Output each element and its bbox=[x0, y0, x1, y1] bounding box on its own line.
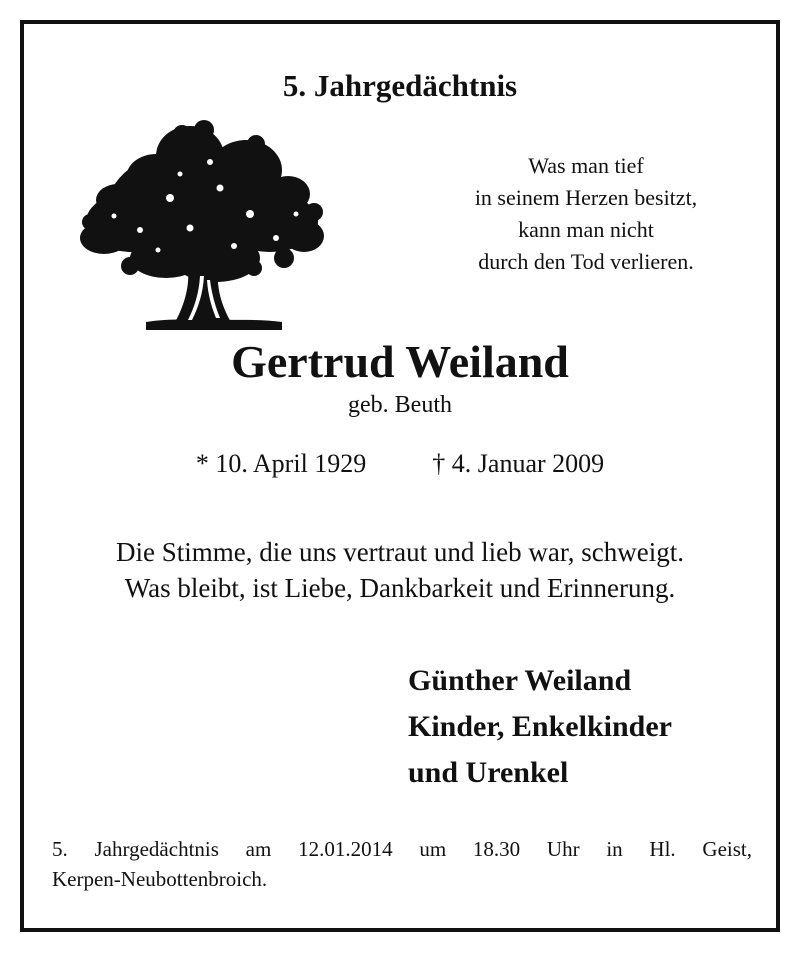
birth-name: geb. Beuth bbox=[348, 392, 452, 418]
tree-icon bbox=[70, 118, 330, 334]
service-line: Kerpen-Neubottenbroich. bbox=[52, 867, 268, 891]
mourner-line: Kinder, Enkelkinder bbox=[408, 710, 672, 743]
verse-line: Was bleibt, ist Liebe, Dankbarkeit und Erinnerung. bbox=[124, 573, 676, 603]
mourners-signature bbox=[408, 658, 748, 796]
quote-line: durch den Tod verlieren. bbox=[478, 249, 694, 274]
anniversary-heading: 5. Jahrgedächtnis bbox=[282, 68, 518, 103]
memorial-verse bbox=[24, 534, 776, 606]
memorial-quote bbox=[416, 150, 756, 278]
mourner-line: und Urenkel bbox=[408, 756, 569, 789]
birth-date: * 10. April 1929 bbox=[195, 449, 367, 478]
service-line: 5. Jahrgedächtnis am 12.01.2014 um 18.30 Uhr in Hl. Geist, bbox=[52, 837, 752, 861]
notice-frame bbox=[20, 20, 780, 932]
service-info bbox=[52, 834, 752, 894]
life-dates bbox=[24, 448, 776, 480]
verse-line: Die Stimme, die uns vertraut und lieb war, schweigt. bbox=[115, 537, 685, 567]
quote-line: in seinem Herzen besitzt, bbox=[474, 185, 698, 210]
quote-line: Was man tief bbox=[528, 153, 644, 178]
quote-line: kann man nicht bbox=[518, 217, 654, 242]
death-date: † 4. Januar 2009 bbox=[432, 449, 605, 478]
deceased-name: Gertrud Weiland bbox=[231, 336, 569, 387]
mourner-line: Günther Weiland bbox=[408, 664, 632, 697]
